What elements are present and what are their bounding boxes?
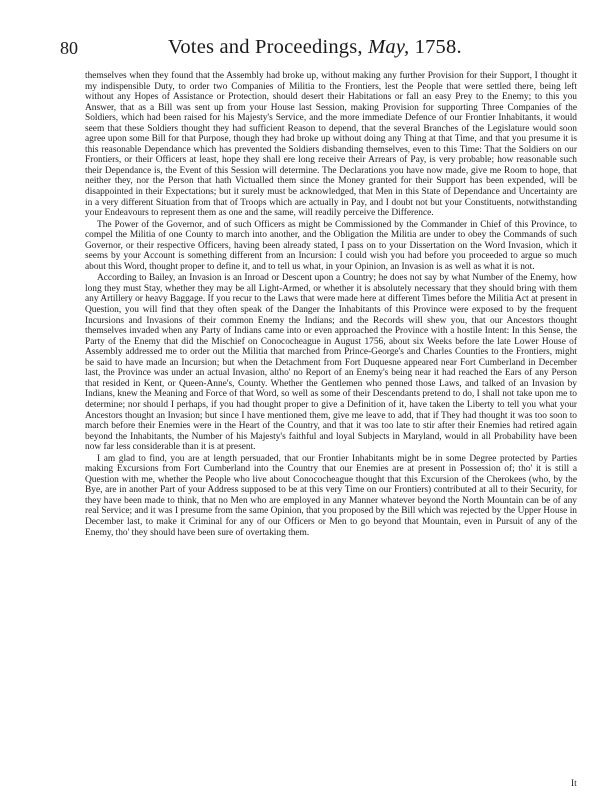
- paragraph: I am glad to find, you are at length persuaded, that our Frontier Inhabitants might be in some Degree protected by Parties making Excursions from Fort Cumberland into the Country that our Enemies are at present in Possession of; tho' it is still a Question with me, whether the People who live about Conococheague thought that this Excursion of the Cherokees (who, by the Bye, are in another Part of your Address supposed to be at this very Time on our Frontiers) contributed at all to their Security, for they have been made to think, that no Men who are employed in any Manner whatever beyond the North Mountain can be of any real Service; and it was I presume from the same Opinion, that you proposed by the Bill which was rejected by the Upper House in December last, to make it Criminal for any of our Officers or Men to go beyond that Mountain, even in Pursuit of any of the Enemy, tho' they should have been sure of overtaking them.: [85, 453, 577, 538]
- running-title: [168, 36, 462, 59]
- body-text: [85, 71, 577, 538]
- paragraph-continued: themselves when they found that the Assembly had broke up, without making any further Provision for their Support, I thought it my indispensible Duty, to order two Companies of Militia to the Frontiers, lest the People that were settled there, being left without any Hopes of Assistance or Protection, should desert their Habitations or fall an easy Prey to the Enemy; to this you Answer, that as a Bill was sent up from your House last Session, making Provision for supporting Three Companies of the Soldiers, which had been raised for his Majesty's Service, and the more immediate Defence of our Frontier Inhabitants, it would seem that these Soldiers thought they had sufficient Reason to depend, that the several Branches of the Legislature would soon agree upon some Bill for that Purpose, though they had broke up without doing any Thing at that Time, and that you presume it is this reasonable Dependance which has prevented the Soldiers disbanding themselves, even to this Time: That the Soldiers on our Frontiers, or their Officers at least, hope they shall ere long receive their Arrears of Pay, is very probable; how reasonable such their Dependance is, the Event of this Session will determine. The Declarations you have now made, give me Room to hope, that neither they, nor the Person that hath Victualled them since the Money granted for their Support has been expended, will be disappointed in their Expectations; but it surely must be acknowledged, that Men in this State of Dependance and Uncertainty are in a very different Situation from that of Troops which are actually in Pay, and I doubt not but your Constituents, notwithstanding your Endeavours to represent them as one and the same, will readily perceive the Difference.: [85, 71, 577, 219]
- paragraph: According to Bailey, an Invasion is an Inroad or Descent upon a Country; he does not say by what Number of the Enemy, how long they must Stay, whether they may be all Light-Armed, or whether it is absolutely necessary that they should bring with them any Artillery or heavy Baggage. If you recur to the Laws that were made here at different Times before the Militia Act at present in Question, you will find that they often speak of the Danger the Inhabitants of this Province were exposed to by the frequent Incursions and Invasions of their common Enemy the Indians; and the Records will shew you, that our Ancestors thought themselves invaded when any Party of Indians came into or even approached the Province with a hostile Intent: In this Sense, the Party of the Enemy that did the Mischief on Conococheague in August 1756, about six Weeks before the late Lower House of Assembly addressed me to order out the Militia that marched from Prince-George's and Charles Counties to the Frontiers, might be said to have made an Incursion; but when the Detachment from Fort Duquesne appeared near Fort Cumberland in December last, the Province was under an actual Invasion, altho' no Report of an Enemy's being near it had reached the Ears of any Person that resided in Kent, or Queen-Anne's, County. Whether the Gentlemen who penned those Laws, and talked of an Invasion by Indians, knew the Meaning and Force of that Word, so well as some of their Descendants pretend to do, I shall not take upon me to determine; nor should I perhaps, if you had thought proper to give a Definition of it, have taken the Liberty to tell you what your Ancestors thought an Invasion; but since I have mentioned them, give me leave to add, that if They had thought it was too soon to march before their Enemies were in the Heart of the Country, and that it was too late to stir after their Enemies had retired again beyond the Inhabitants, the Number of his Majesty's faithful and loyal Subjects in Maryland, would in all Probability have been now far less considerable than it is at present.: [85, 273, 577, 453]
- catchword: It: [571, 779, 577, 789]
- title-prefix: Votes and Proceedings,: [168, 36, 363, 58]
- running-header: [60, 38, 560, 68]
- title-year: 1758.: [414, 36, 462, 58]
- title-month: May,: [368, 36, 410, 58]
- paragraph: The Power of the Governor, and of such Officers as might be Commissioned by the Commander in Chief of this Province, to compel the Militia of one County to march into another, and the Obligation the Militia are under to obey the Commands of such Governor, or their respective Officers, having been already stated, I pass on to your Dissertation on the Word Invasion, which it seems by your Account is something different from an Incursion: I could wish you had before you proceeded to argue so much about this Word, thought proper to define it, and to tell us what, in your Opinion, an Invasion is as well as what it is not.: [85, 219, 577, 272]
- page-number: 80: [60, 38, 78, 58]
